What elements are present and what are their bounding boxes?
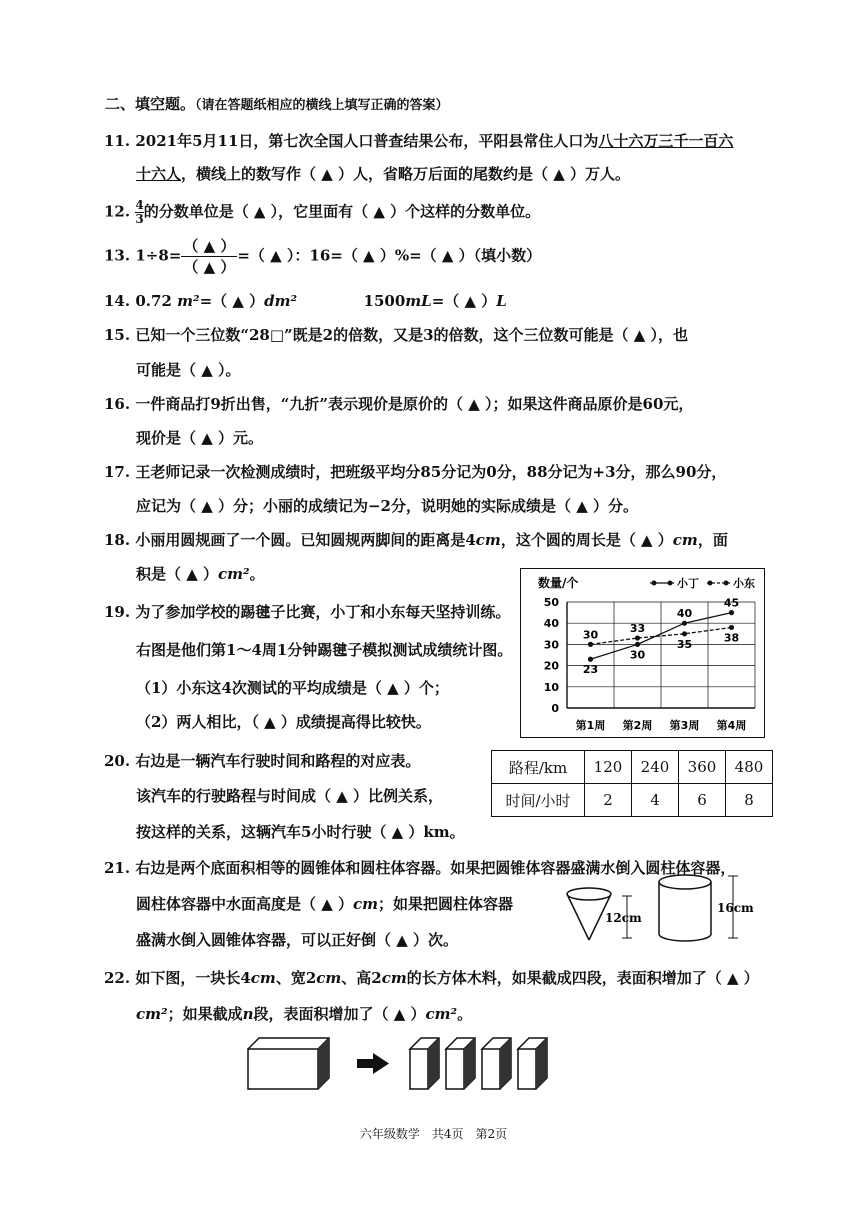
q22-num: 22.	[104, 969, 131, 987]
q21-line2b: ；如果把圆柱体容器	[378, 895, 514, 913]
q13-fraction	[181, 236, 237, 277]
q15-line1: 已知一个三位数“28□”既是2的倍数，又是3的倍数，这个三位数可能是（ ▲ ），也	[135, 326, 689, 344]
question-22-line1	[104, 967, 759, 988]
table-cell: 6	[679, 784, 726, 817]
q18-line2: 积是（ ▲ ）	[136, 565, 218, 583]
q13-text-b: =（ ▲ ）：16=（ ▲ ）%=（ ▲ ）（填小数）	[237, 246, 542, 265]
y-tick-label: 20	[543, 659, 559, 673]
cut-pieces	[410, 1038, 547, 1089]
data-label: 30	[629, 648, 646, 662]
legend-marker	[652, 581, 657, 586]
q14-unit-ml: mL	[405, 292, 432, 310]
q22-unit-cm2-1: cm²	[136, 1005, 168, 1023]
legend-marker	[724, 581, 729, 586]
x-tick-label: 第2周	[622, 719, 653, 732]
q13-num: 13.	[104, 246, 131, 265]
line-chart	[520, 568, 765, 738]
data-point	[729, 625, 734, 630]
q14-text-b: =（ ▲ ）	[199, 292, 265, 310]
question-11-line1	[104, 130, 733, 151]
q18-line2b: 。	[249, 565, 265, 583]
q17-num: 17.	[104, 463, 131, 481]
q18-unit-cm2: cm²	[217, 565, 250, 583]
y-axis-label: 数量/个	[538, 576, 579, 590]
y-tick-label: 50	[543, 596, 559, 609]
q14-text-c: 1500	[363, 292, 406, 310]
cuboid-dark-side	[318, 1038, 329, 1089]
q15-num: 15.	[104, 326, 131, 344]
q18-unit-cm-b: cm	[672, 531, 698, 549]
cuboid-icon	[248, 1038, 329, 1089]
q21-line1: 右边是两个底面积相等的圆锥体和圆柱体容器。如果把圆锥体容器盛满水倒入圆柱体容器，	[135, 859, 736, 877]
q17-line1: 王老师记录一次检测成绩时，把班级平均分85分记为0分，88分记为+3分，那么90分，	[135, 463, 727, 481]
cylinder-icon	[659, 875, 711, 941]
q12-fraction	[135, 199, 143, 226]
question-21-line3: 盛满水倒入圆锥体容器，可以正好倒（ ▲ ）次。	[136, 931, 458, 949]
table-row	[492, 784, 773, 817]
data-point	[588, 642, 593, 647]
q14-unit-m2: m²	[177, 292, 200, 310]
table-cell: 120	[585, 751, 632, 784]
table-cell: 360	[679, 751, 726, 784]
q22-line2c: 。	[457, 1005, 473, 1023]
cut-piece	[482, 1038, 511, 1089]
question-12	[104, 199, 540, 226]
y-tick-label: 10	[543, 680, 559, 694]
q22-unit-cm-3: cm	[381, 969, 407, 987]
distance-time-table	[491, 750, 773, 817]
data-point	[635, 635, 640, 640]
cut-piece	[518, 1038, 547, 1089]
q11-underlined-2: 十六人	[136, 165, 182, 183]
q13-text-a: 1÷8=	[135, 246, 182, 265]
q22-unit-cm-2: cm	[316, 969, 342, 987]
question-20-line2: 该汽车的行驶路程与时间成（ ▲ ）比例关系，	[136, 787, 443, 805]
cone-height-label: 12cm	[605, 911, 642, 925]
cuboid-cut-figure	[245, 1035, 555, 1093]
section-heading	[105, 93, 449, 114]
question-16-line2: 现价是（ ▲ ）元。	[136, 429, 263, 447]
q21-line2a: 圆柱体容器中水面高度是（ ▲ ）	[136, 895, 353, 913]
q12-num: 12.	[104, 202, 131, 221]
q21-unit-cm: cm	[352, 895, 378, 913]
q14-text-a: 0.72	[135, 292, 178, 310]
q22-line2a: ；如果截成	[167, 1005, 243, 1023]
q14-unit-dm2: dm²	[264, 292, 298, 310]
q13-numerator: （ ▲ ）	[183, 237, 236, 255]
q18-unit-cm: cm	[475, 531, 501, 549]
table-cell: 480	[726, 751, 773, 784]
data-label: 45	[723, 596, 740, 610]
question-21-line2	[136, 893, 513, 914]
data-label: 23	[582, 663, 599, 677]
q12-text: 的分数单位是（ ▲ ），它里面有（ ▲ ）个这样的分数单位。	[143, 202, 541, 221]
q14-num: 14.	[104, 292, 131, 310]
section-title: 二、填空题。	[105, 95, 196, 113]
row-label-distance: 路程/km	[492, 751, 585, 784]
arrow-right-icon	[357, 1053, 389, 1074]
q14-unit-l: L	[496, 292, 507, 310]
q14-text-d: =（ ▲ ）	[431, 292, 497, 310]
q11-num: 11.	[104, 132, 131, 150]
question-11-line2	[136, 163, 630, 184]
q11-text-a: 2021年5月11日，第七次全国人口普查结果公布，平阳县常住人口为	[135, 132, 599, 150]
q18-line1c: ，面	[697, 531, 728, 549]
legend-marker	[708, 581, 713, 586]
q22-line2b: 段，表面积增加了（ ▲ ）	[253, 1005, 426, 1023]
question-20-line3: 按这样的关系，这辆汽车5小时行驶（ ▲ ）km。	[136, 823, 465, 841]
question-17-line2: 应记为（ ▲ ）分；小丽的成绩记为−2分，说明她的实际成绩是（ ▲ ）分。	[136, 497, 638, 515]
q16-num: 16.	[104, 395, 131, 413]
q20-num: 20.	[104, 752, 131, 770]
question-13	[104, 236, 541, 277]
q16-line1: 一件商品打9折出售，“九折”表示现价是原价的（ ▲ ）；如果这件商品原价是60元，	[135, 395, 694, 413]
question-19-line2: 右图是他们第1～4周1分钟踢毽子模拟测试成绩统计图。	[136, 641, 513, 659]
data-point	[588, 657, 593, 662]
q18-num: 18.	[104, 531, 131, 549]
table-row	[492, 751, 773, 784]
legend-marker	[668, 581, 673, 586]
table-cell: 2	[585, 784, 632, 817]
cone-cylinder-figure	[565, 872, 765, 944]
q18-line1a: 小丽用圆规画了一个圆。已知圆规两脚间的距离是4	[135, 531, 476, 549]
x-tick-label: 第1周	[575, 719, 606, 732]
x-tick-label: 第3周	[669, 719, 700, 732]
table-cell: 8	[726, 784, 773, 817]
data-point	[635, 642, 640, 647]
question-19-line1	[104, 601, 510, 622]
question-15-line1	[104, 324, 688, 345]
data-point	[729, 610, 734, 615]
q22-unit-cm2-2: cm²	[425, 1005, 458, 1023]
question-17-line1	[104, 461, 726, 482]
row-label-time: 时间/小时	[492, 784, 585, 817]
q22-line1d: 的长方体木料，如果截成四段，表面积增加了（ ▲ ）	[406, 969, 759, 987]
q22-line1b: 、宽2	[275, 969, 317, 987]
question-18-line2	[136, 563, 265, 584]
data-label: 30	[582, 628, 599, 642]
data-point	[682, 621, 687, 626]
table-cell: 4	[632, 784, 679, 817]
data-label: 40	[676, 607, 693, 621]
y-tick-label: 30	[543, 638, 559, 652]
y-tick-label: 0	[551, 702, 559, 715]
q22-line1c: 、高2	[341, 969, 382, 987]
q22-line1a: 如下图，一块长4	[135, 969, 251, 987]
table-cell: 240	[632, 751, 679, 784]
cut-piece	[446, 1038, 475, 1089]
y-tick-label: 40	[543, 617, 559, 631]
data-label: 35	[676, 637, 693, 651]
q13-denominator: （ ▲ ）	[183, 258, 236, 276]
question-22-line2	[136, 1003, 472, 1024]
question-16-line1	[104, 393, 693, 414]
q22-var-n: n	[242, 1005, 254, 1023]
data-label: 33	[629, 622, 646, 636]
question-20-line1	[104, 750, 420, 771]
q22-unit-cm-1: cm	[250, 969, 276, 987]
legend-label: 小丁	[677, 577, 699, 590]
question-19-line3: （1）小东这4次测试的平均成绩是（ ▲ ）个；	[136, 679, 449, 697]
q11-text-b: ，横线上的数写作（ ▲ ）人，省略万后面的尾数约是（ ▲ ）万人。	[181, 165, 630, 183]
cylinder-height-label: 16cm	[717, 901, 754, 915]
question-19-line4: （2）两人相比，（ ▲ ）成绩提高得比较快。	[136, 713, 431, 731]
q21-num: 21.	[104, 859, 131, 877]
page-footer: 六年级数学 共4页 第2页	[359, 1127, 508, 1141]
legend-label: 小东	[733, 577, 755, 590]
question-18-line1	[104, 529, 728, 550]
q12-numerator: 4	[135, 198, 144, 212]
q19-num: 19.	[104, 603, 131, 621]
q20-line1: 右边是一辆汽车行驶时间和路程的对应表。	[135, 752, 421, 770]
question-15-line2: 可能是（ ▲ ）。	[136, 361, 241, 379]
q11-underlined-1: 八十六万三千一百六	[598, 132, 734, 150]
section-note: （请在答题纸相应的横线上填写正确的答案）	[195, 98, 449, 113]
q12-denominator: 3	[135, 212, 144, 226]
question-14	[104, 290, 507, 311]
cut-piece	[410, 1038, 439, 1089]
q19-line1: 为了参加学校的踢毽子比赛，小丁和小东每天坚持训练。	[135, 603, 511, 621]
q18-line1b: ，这个圆的周长是（ ▲ ）	[500, 531, 673, 549]
data-point	[682, 631, 687, 636]
x-tick-label: 第4周	[716, 719, 747, 732]
data-label: 38	[723, 631, 740, 645]
